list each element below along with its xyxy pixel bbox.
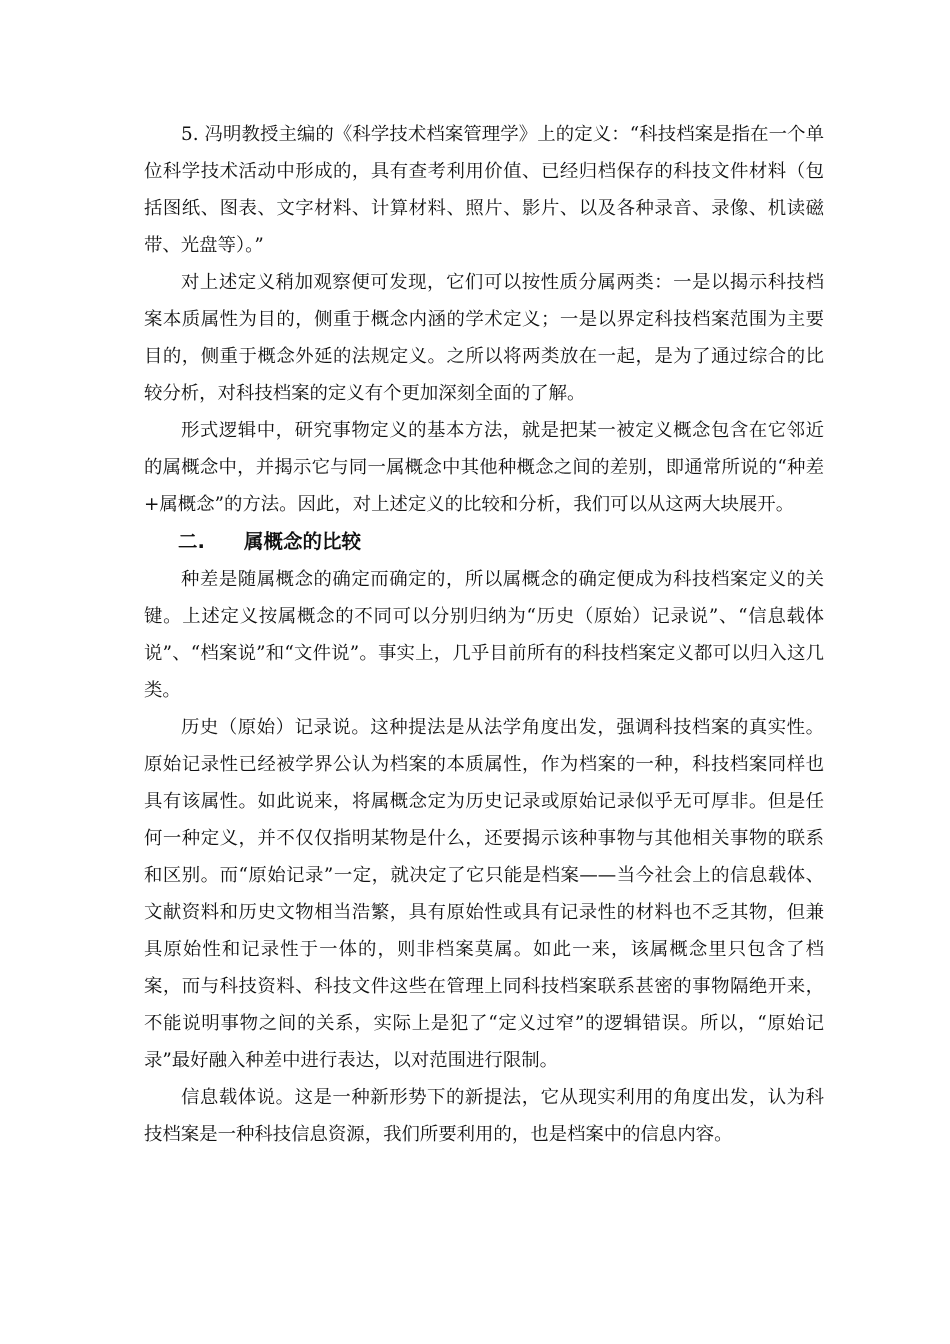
paragraph-formal-logic: 形式逻辑中，研究事物定义的基本方法，就是把某一被定义概念包含在它邻近的属概念中，并揭示它与同一属概念中其他种概念之间的差别，即通常所说的“种差+属概念”的方法。因此，对上述定义的比较和分析，我们可以从这两大块展开。 <box>144 420 824 515</box>
paragraph-definition-5: 5. 冯明教授主编的《科学技术档案管理学》上的定义：“科技档案是指在一个单位科学技术活动中形成的，具有查考利用价值、已经归档保存的科技文件材料（包括图纸、图表、文字材料、计算材料、照片、影片、以及各种录音、录像、机读磁带、光盘等）。” <box>144 124 824 256</box>
paragraph-information-carrier: 信息载体说。这是一种新形势下的新提法，它从现实利用的角度出发，认为科技档案是一种科技信息资源，我们所要利用的，也是档案中的信息内容。 <box>144 1087 824 1145</box>
paragraph-genus-key: 种差是随属概念的确定而确定的，所以属概念的确定便成为科技档案定义的关键。上述定义按属概念的不同可以分别归纳为“历史（原始）记录说”、“信息载体说”、“档案说”和“文件说”。事实上，几乎目前所有的科技档案定义都可以归入这几类。 <box>144 569 824 701</box>
document-body <box>144 116 824 1153</box>
section-number: 二. <box>178 530 205 553</box>
section-heading <box>144 523 824 561</box>
paragraph-observation: 对上述定义稍加观察便可发现，它们可以按性质分属两类：一是以揭示科技档案本质属性为目的，侧重于概念内涵的学术定义；一是以界定科技档案范围为主要目的，侧重于概念外延的法规定义。之所以将两类放在一起，是为了通过综合的比较分析，对科技档案的定义有个更加深刻全面的了解。 <box>144 272 824 404</box>
paragraph-historical-record: 历史（原始）记录说。这种提法是从法学角度出发，强调科技档案的真实性。原始记录性已经被学界公认为档案的本质属性，作为档案的一种，科技档案同样也具有该属性。如此说来，将属概念定为历史记录或原始记录似乎无可厚非。但是任何一种定义，并不仅仅指明某物是什么，还要揭示该种事物与其他相关事物的联系和区别。而“原始记录”一定，就决定了它只能是档案——当今社会上的信息载体、文献资料和历史文物相当浩繁，具有原始性或具有记录性的材料也不乏其物，但兼具原始性和记录性于一体的，则非档案莫属。如此一来，该属概念里只包含了档案，而与科技资料、科技文件这些在管理上同科技档案联系甚密的事物隔绝开来，不能说明事物之间的关系，实际上是犯了“定义过窄”的逻辑错误。所以，“原始记录”最好融入种差中进行表达，以对范围进行限制。 <box>144 717 824 1071</box>
section-title: 属概念的比较 <box>244 530 362 553</box>
